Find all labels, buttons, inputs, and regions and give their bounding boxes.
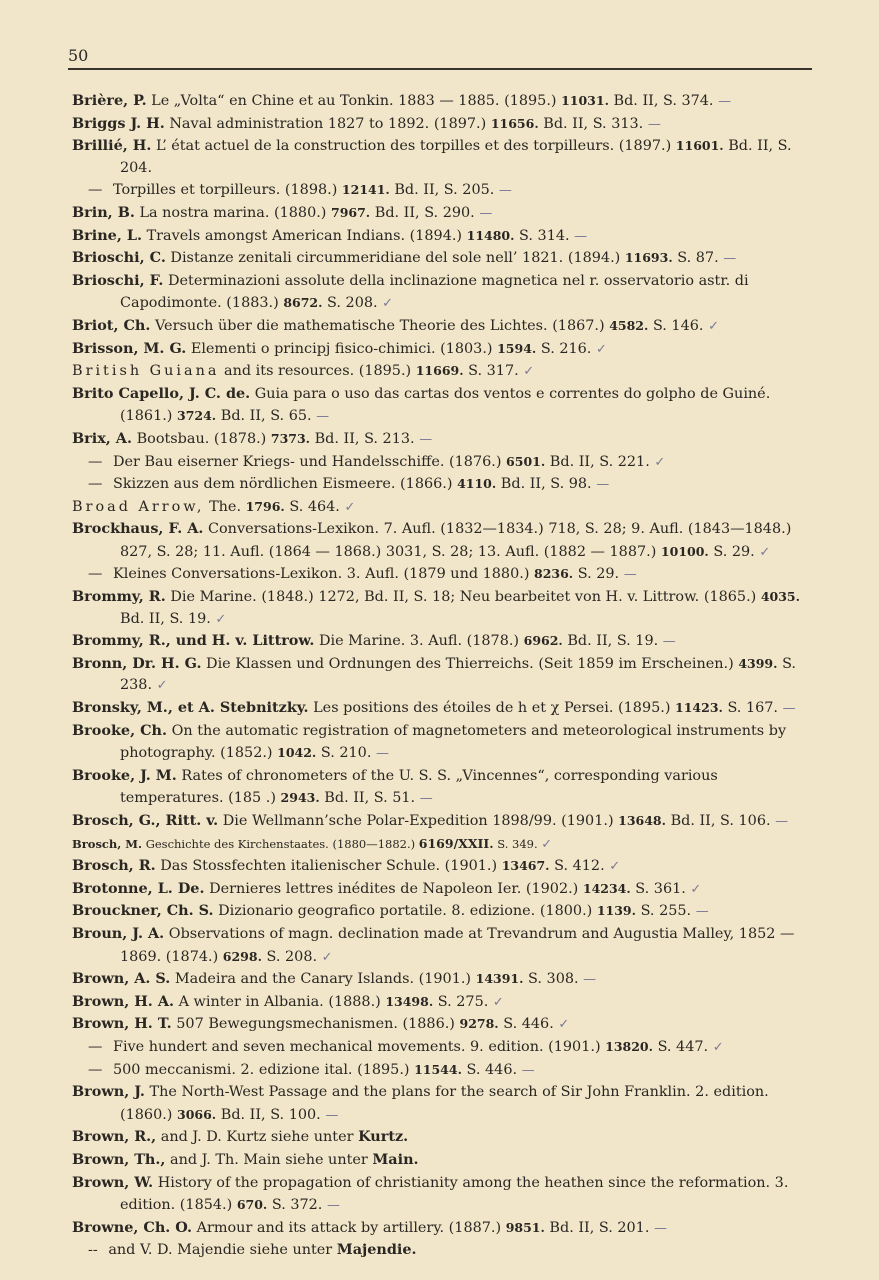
- entry-author: Briggs J. H.: [72, 114, 165, 132]
- entry-reference: S. 361.: [635, 880, 686, 897]
- entry-number: 13648.: [618, 813, 666, 828]
- entry-author: Brooke, Ch.: [72, 721, 168, 739]
- entry-number: 1139.: [596, 903, 636, 919]
- entry-author: Brisson, M. G.: [72, 339, 187, 357]
- entry-reference: Bd. II, S. 98.: [500, 476, 592, 493]
- entry-title: Five hundert and seven mechanical movements. 9. edition. (1901.): [112, 1038, 601, 1055]
- check-mark-icon: ✓: [321, 949, 333, 965]
- entry-reference: S. 29.: [713, 543, 755, 560]
- entry-title: Determinazioni assolute della inclinazione magnetica nel r. osservatorio astr. di Capodimonte. (1883.): [120, 272, 749, 312]
- catalog-entry: [72, 855, 820, 878]
- entry-title: The North-West Passage and the plans for the search of Sir John Franklin. 2. edition. (1860.): [120, 1084, 769, 1123]
- entry-reference: S. 167.: [727, 700, 778, 717]
- entry-author: Bronn, Dr. H. G.: [72, 654, 202, 672]
- entry-title: The.: [209, 498, 242, 515]
- cross-reference: Majendie.: [336, 1241, 417, 1259]
- entry-number: 9851.: [505, 1219, 545, 1235]
- entry-reference: Bd. II, S. 290.: [374, 204, 475, 221]
- check-mark-icon: ✓: [654, 454, 666, 470]
- entry-title: Armour and its attack by artillery. (1887.): [196, 1219, 502, 1236]
- entry-author: Brown, H. T.: [72, 1015, 172, 1033]
- page-number: 50: [68, 46, 89, 65]
- entry-number: 6962.: [523, 633, 563, 649]
- catalog-entry: [72, 496, 820, 519]
- entry-reference: Bd. II, S. 221.: [549, 453, 650, 470]
- entry-author: Brotonne, L. De.: [72, 879, 205, 897]
- dash-mark-icon: —: [623, 567, 637, 583]
- entry-number: 13498.: [385, 993, 434, 1009]
- check-mark-icon: ✓: [344, 499, 356, 515]
- entry-reference: Bd. II, S. 106.: [670, 813, 771, 829]
- entry-reference: Bd. II, S. 213.: [314, 430, 415, 447]
- catalog-entry: [72, 878, 820, 901]
- entry-reference: Bd. II, S. 19.: [567, 633, 659, 650]
- dash-mark-icon: —: [775, 814, 789, 829]
- entry-number: 14391.: [475, 971, 524, 987]
- entry-reference: S. 210.: [320, 745, 372, 762]
- entry-number: 6169/XXII.: [418, 835, 494, 851]
- entry-title: History of the propagation of christianity among the heathen since the reformation. 3. edition. (1854.): [120, 1174, 789, 1214]
- entry-title: A winter in Albania. (1888.): [178, 993, 381, 1010]
- entry-title: and J. D. Kurtz siehe unter: [160, 1129, 354, 1146]
- entry-reference: S. 208.: [266, 948, 318, 965]
- entry-author: Brito Capello, J. C. de.: [72, 384, 251, 402]
- catalog-entry: [72, 113, 820, 136]
- check-mark-icon: ✓: [215, 611, 227, 627]
- entry-author: Brown, W.: [72, 1173, 154, 1191]
- entry-number: 11669.: [415, 363, 464, 379]
- check-mark-icon: ✓: [595, 341, 607, 357]
- entry-title: Geschichte des Kirchenstaates. (1880—1882.): [145, 836, 416, 851]
- entry-title: Conversations-Lexikon. 7. Aufl. (1832—1834.) 718, S. 28; 9. Aufl. (1843—1848.) 827, S. 28; 11. Aufl. (1864 — 1868.) 3031, S. 28; 13. Aufl. (1882 — 1887.): [120, 521, 792, 560]
- dash-mark-icon: —: [718, 94, 732, 109]
- entry-reference: S. 372.: [271, 1197, 323, 1214]
- catalog-entry: [72, 653, 820, 697]
- catalog-entry: [72, 90, 820, 113]
- catalog-entry: [72, 270, 820, 315]
- entry-number: 13467.: [501, 858, 550, 874]
- catalog-entry: [72, 247, 820, 270]
- entry-number: 670.: [236, 1197, 268, 1213]
- catalog-entry: [72, 473, 820, 496]
- entry-number: 4399.: [738, 655, 778, 671]
- entry-reference: S. 87.: [677, 250, 719, 267]
- check-mark-icon: ✓: [156, 678, 168, 694]
- entry-author: Brommy, R., und H. v. Littrow.: [72, 632, 315, 650]
- entry-title: On the automatic registration of magnetometers and meteorological instruments by photography. (1852.): [120, 722, 787, 762]
- entry-number: 11693.: [624, 250, 673, 266]
- entry-number: 11601.: [675, 138, 724, 154]
- entry-reference: S. 146.: [652, 317, 704, 334]
- entry-title: 507 Bewegungsmechanismen. (1886.): [176, 1016, 455, 1033]
- check-mark-icon: ✓: [712, 1039, 724, 1055]
- dash-mark-icon: —: [419, 791, 433, 807]
- catalog-entry: [72, 900, 820, 923]
- entry-author: Broun, J. A.: [72, 924, 165, 942]
- entry-author: Brioschi, F.: [72, 271, 164, 289]
- entry-author: Brown, R.,: [72, 1128, 157, 1146]
- catalog-entry: [72, 383, 820, 428]
- entry-reference: S. 317.: [468, 363, 519, 380]
- entry-reference: Bd. II, S. 100.: [220, 1106, 321, 1123]
- entry-author: Brosch, R.: [72, 857, 156, 875]
- header-rule: [68, 68, 812, 70]
- catalog-entries: [72, 90, 820, 1262]
- entry-number: 4110.: [457, 476, 497, 492]
- catalog-entry: [72, 810, 820, 833]
- entry-title: Guia para o uso das cartas dos ventos e correntes do golpho de Guiné. (1861.): [120, 385, 771, 425]
- dash-mark-icon: —: [662, 634, 676, 650]
- entry-title: L’ état actuel de la construction des torpilles et des torpilleurs. (1897.): [155, 138, 672, 155]
- catalog-entry: [72, 991, 820, 1014]
- entry-title: Le „Volta“ en Chine et au Tonkin. 1883 — 1885. (1895.): [151, 93, 557, 109]
- catalog-entry: [72, 1059, 820, 1082]
- catalog-entry: [72, 1126, 820, 1149]
- catalog-entry: [72, 451, 820, 474]
- continuation-dash: --: [88, 1242, 98, 1259]
- catalog-entry: [72, 630, 820, 653]
- entry-title: Versuch über die mathematische Theorie des Lichtes. (1867.): [154, 317, 605, 334]
- dash-mark-icon: —: [498, 183, 512, 199]
- entry-reference: S. 446.: [466, 1061, 518, 1078]
- entry-author: Brix, A.: [72, 429, 132, 447]
- catalog-entry: [72, 563, 820, 586]
- entry-number: 8672.: [283, 295, 323, 311]
- entry-reference: S. 208.: [327, 295, 378, 312]
- entry-reference: Bd. II, S. 313.: [543, 115, 644, 132]
- entry-number: 7373.: [270, 430, 311, 446]
- catalog-entry: [72, 923, 820, 968]
- dash-mark-icon: —: [574, 228, 588, 244]
- entry-number: 11423.: [675, 700, 723, 716]
- entry-title: Observations of magn. declination made at Trevandrum and Augustia Malley, 1852 — 1869. (1874.): [120, 925, 795, 965]
- catalog-entry: [72, 360, 820, 383]
- entry-author: Browne, Ch. O.: [72, 1218, 193, 1236]
- entry-number: 4582.: [609, 317, 649, 333]
- entry-reference: Bd. II, S. 51.: [324, 790, 416, 807]
- entry-author: Brown, Th.,: [72, 1150, 166, 1168]
- entry-number: 3066.: [177, 1106, 217, 1122]
- catalog-entry: [72, 202, 820, 225]
- entry-title: Rates of chronometers of the U. S. S. „Vincennes“, corresponding various temperatures. (185 .): [120, 767, 718, 807]
- entry-title: Die Marine. (1848.) 1272, Bd. II, S. 18; Neu bearbeitet von H. v. Littrow. (1865.): [170, 589, 757, 606]
- entry-title: Madeira and the Canary Islands. (1901.): [174, 971, 472, 988]
- entry-reference: S. 464.: [289, 498, 340, 515]
- check-mark-icon: ✓: [708, 318, 719, 334]
- dash-mark-icon: —: [596, 477, 610, 493]
- entry-title: Die Klassen und Ordnungen des Thierreichs. (Seit 1859 im Erscheinen.): [206, 655, 734, 672]
- entry-title: Das Stossfechten italienischer Schule. (1901.): [160, 858, 498, 875]
- catalog-entry: [72, 315, 820, 338]
- entry-title: Kleines Conversations-Lexikon. 3. Aufl. (1879 und 1880.): [112, 566, 530, 583]
- catalog-entry: [72, 225, 820, 248]
- entry-title: Distanze zenitali circummeridiane del sole nell’ 1821. (1894.): [170, 250, 621, 267]
- check-mark-icon: ✓: [523, 364, 535, 380]
- entry-reference: S. 308.: [528, 971, 579, 988]
- entry-reference: S. 216.: [540, 340, 592, 357]
- entry-reference: Bd. II, S. 204.: [120, 138, 792, 176]
- catalog-entry: [72, 1036, 820, 1059]
- entry-number: 1042.: [277, 745, 317, 761]
- entry-author: Brioschi, C.: [72, 249, 166, 267]
- catalog-entry: [72, 765, 820, 810]
- entry-title: Naval administration 1827 to 1892. (1897.): [169, 115, 487, 132]
- catalog-entry: [72, 720, 820, 765]
- entry-author: Brown, J.: [72, 1083, 145, 1101]
- entry-number: 12141.: [341, 182, 390, 198]
- entry-title: and V. D. Majendie siehe unter: [108, 1242, 333, 1259]
- dash-mark-icon: —: [654, 1220, 667, 1236]
- entry-reference: S. 314.: [519, 227, 570, 244]
- catalog-entry: [72, 1081, 820, 1126]
- entry-reference: S. 349.: [497, 836, 538, 851]
- entry-title: Bootsbau. (1878.): [136, 430, 267, 447]
- entry-title: Elementi o principj fisico-chimici. (1803.): [190, 340, 493, 357]
- continuation-dash: —: [88, 566, 103, 583]
- entry-number: 6501.: [506, 453, 546, 469]
- entry-author: Brooke, J. M.: [72, 766, 177, 784]
- catalog-entry: [72, 338, 820, 361]
- entry-number: 11656.: [490, 115, 539, 131]
- entry-number: 2943.: [280, 790, 320, 806]
- dash-mark-icon: —: [723, 251, 737, 267]
- entry-number: 11480.: [466, 227, 515, 243]
- entry-number: 14234.: [582, 880, 631, 896]
- entry-spaced-title: British Guiana: [72, 363, 220, 380]
- entry-reference: S. 29.: [577, 566, 620, 583]
- catalog-entry: [72, 697, 820, 720]
- dash-mark-icon: —: [375, 746, 389, 762]
- entry-title: Der Bau eiserner Kriegs- und Handelsschiffe. (1876.): [112, 453, 502, 470]
- entry-author: Brown, H. A.: [72, 992, 175, 1010]
- entry-number: 8236.: [534, 566, 574, 582]
- entry-author: Brillié, H.: [72, 137, 152, 155]
- catalog-entry: [72, 586, 820, 630]
- entry-title: Die Wellmann’sche Polar-Expedition 1898/99. (1901.): [222, 813, 614, 829]
- entry-number: 11544.: [414, 1061, 462, 1077]
- check-mark-icon: ✓: [541, 836, 553, 852]
- entry-title: 500 meccanismi. 2. edizione ital. (1895.): [112, 1061, 410, 1078]
- entry-title: La nostra marina. (1880.): [139, 204, 327, 221]
- entry-author: Brosch, M.: [72, 836, 143, 851]
- entry-reference: S. 446.: [503, 1016, 554, 1033]
- check-mark-icon: ✓: [759, 544, 771, 560]
- entry-title: Die Marine. 3. Aufl. (1878.): [318, 633, 520, 650]
- check-mark-icon: ✓: [492, 994, 504, 1010]
- continuation-dash: —: [88, 476, 103, 493]
- dash-mark-icon: —: [647, 116, 661, 132]
- entry-author: Brin, B.: [72, 203, 135, 221]
- entry-title: Dizionario geografico portatile. 8. edizione. (1800.): [218, 903, 593, 920]
- entry-author: Brown, A. S.: [72, 970, 171, 988]
- dash-mark-icon: —: [695, 904, 709, 920]
- entry-spaced-title: Broad Arrow,: [72, 498, 205, 515]
- check-mark-icon: ✓: [609, 859, 621, 875]
- continuation-dash: —: [88, 1038, 103, 1055]
- catalog-entry: [72, 1149, 820, 1172]
- entry-number: 4035.: [760, 589, 800, 605]
- catalog-entry: [72, 135, 820, 179]
- dash-mark-icon: —: [326, 1198, 340, 1214]
- entry-number: 11031.: [561, 93, 609, 108]
- catalog-entry: [72, 518, 820, 563]
- entry-number: 6298.: [222, 948, 262, 964]
- entry-number: 3724.: [177, 408, 217, 424]
- dash-mark-icon: —: [325, 1107, 339, 1123]
- catalog-entry: [72, 1172, 820, 1217]
- check-mark-icon: ✓: [690, 881, 702, 897]
- catalog-entry: [72, 1217, 820, 1240]
- dash-mark-icon: —: [521, 1062, 535, 1078]
- entry-number: 1594.: [497, 340, 537, 356]
- catalog-entry: [72, 1013, 820, 1036]
- catalog-entry: [72, 968, 820, 991]
- check-mark-icon: ✓: [558, 1017, 570, 1033]
- entry-title: Travels amongst American Indians. (1894.): [146, 227, 463, 244]
- dash-mark-icon: —: [419, 431, 433, 447]
- cross-reference: Kurtz.: [358, 1128, 409, 1146]
- entry-reference: Bd. II, S. 374.: [613, 93, 714, 109]
- entry-number: 1796.: [245, 498, 285, 514]
- entry-reference: Bd. II, S. 19.: [120, 610, 211, 627]
- entry-title: and its resources. (1895.): [224, 363, 412, 380]
- dash-mark-icon: —: [583, 972, 597, 988]
- catalog-entry: [72, 179, 820, 202]
- entry-reference: Bd. II, S. 65.: [220, 408, 312, 425]
- catalog-entry: [72, 1239, 820, 1262]
- continuation-dash: —: [88, 453, 103, 470]
- entry-author: Bronsky, M., et A. Stebnitzky.: [72, 699, 309, 717]
- entry-reference: Bd. II, S. 201.: [549, 1219, 650, 1236]
- continuation-dash: —: [88, 1061, 103, 1078]
- entry-reference: S. 255.: [640, 903, 692, 920]
- entry-reference: S. 412.: [554, 858, 605, 875]
- entry-number: 13820.: [605, 1038, 653, 1054]
- entry-author: Brouckner, Ch. S.: [72, 902, 214, 920]
- entry-title: Skizzen aus dem nördlichen Eismeere. (1866.): [112, 476, 453, 493]
- dash-mark-icon: —: [479, 205, 493, 221]
- entry-reference: S. 238.: [120, 655, 796, 694]
- entry-title: Les positions des étoiles de h et χ Persei. (1895.): [313, 700, 671, 717]
- entry-author: Brommy, R.: [72, 588, 166, 606]
- entry-author: Brockhaus, F. A.: [72, 520, 204, 538]
- entry-reference: S. 275.: [437, 993, 489, 1010]
- entry-title: Torpilles et torpilleurs. (1898.): [112, 182, 338, 199]
- entry-reference: S. 447.: [657, 1038, 709, 1055]
- entry-number: 10100.: [660, 543, 709, 559]
- entry-author: Briot, Ch.: [72, 316, 151, 334]
- dash-mark-icon: —: [782, 701, 796, 717]
- catalog-entry: [72, 833, 820, 856]
- entry-author: Brière, P.: [72, 92, 147, 109]
- dash-mark-icon: —: [316, 409, 330, 425]
- entry-reference: Bd. II, S. 205.: [394, 182, 495, 199]
- entry-title: Dernieres lettres inédites de Napoleon Ier. (1902.): [209, 880, 579, 897]
- entry-author: Brosch, G., Ritt. v.: [72, 812, 219, 829]
- continuation-dash: —: [88, 182, 103, 199]
- entry-author: Brine, L.: [72, 226, 142, 244]
- entry-number: 7967.: [331, 204, 371, 220]
- catalog-entry: [72, 428, 820, 451]
- cross-reference: Main.: [372, 1150, 419, 1168]
- entry-number: 9278.: [459, 1016, 499, 1032]
- check-mark-icon: ✓: [382, 296, 394, 312]
- entry-title: and J. Th. Main siehe unter: [169, 1151, 368, 1168]
